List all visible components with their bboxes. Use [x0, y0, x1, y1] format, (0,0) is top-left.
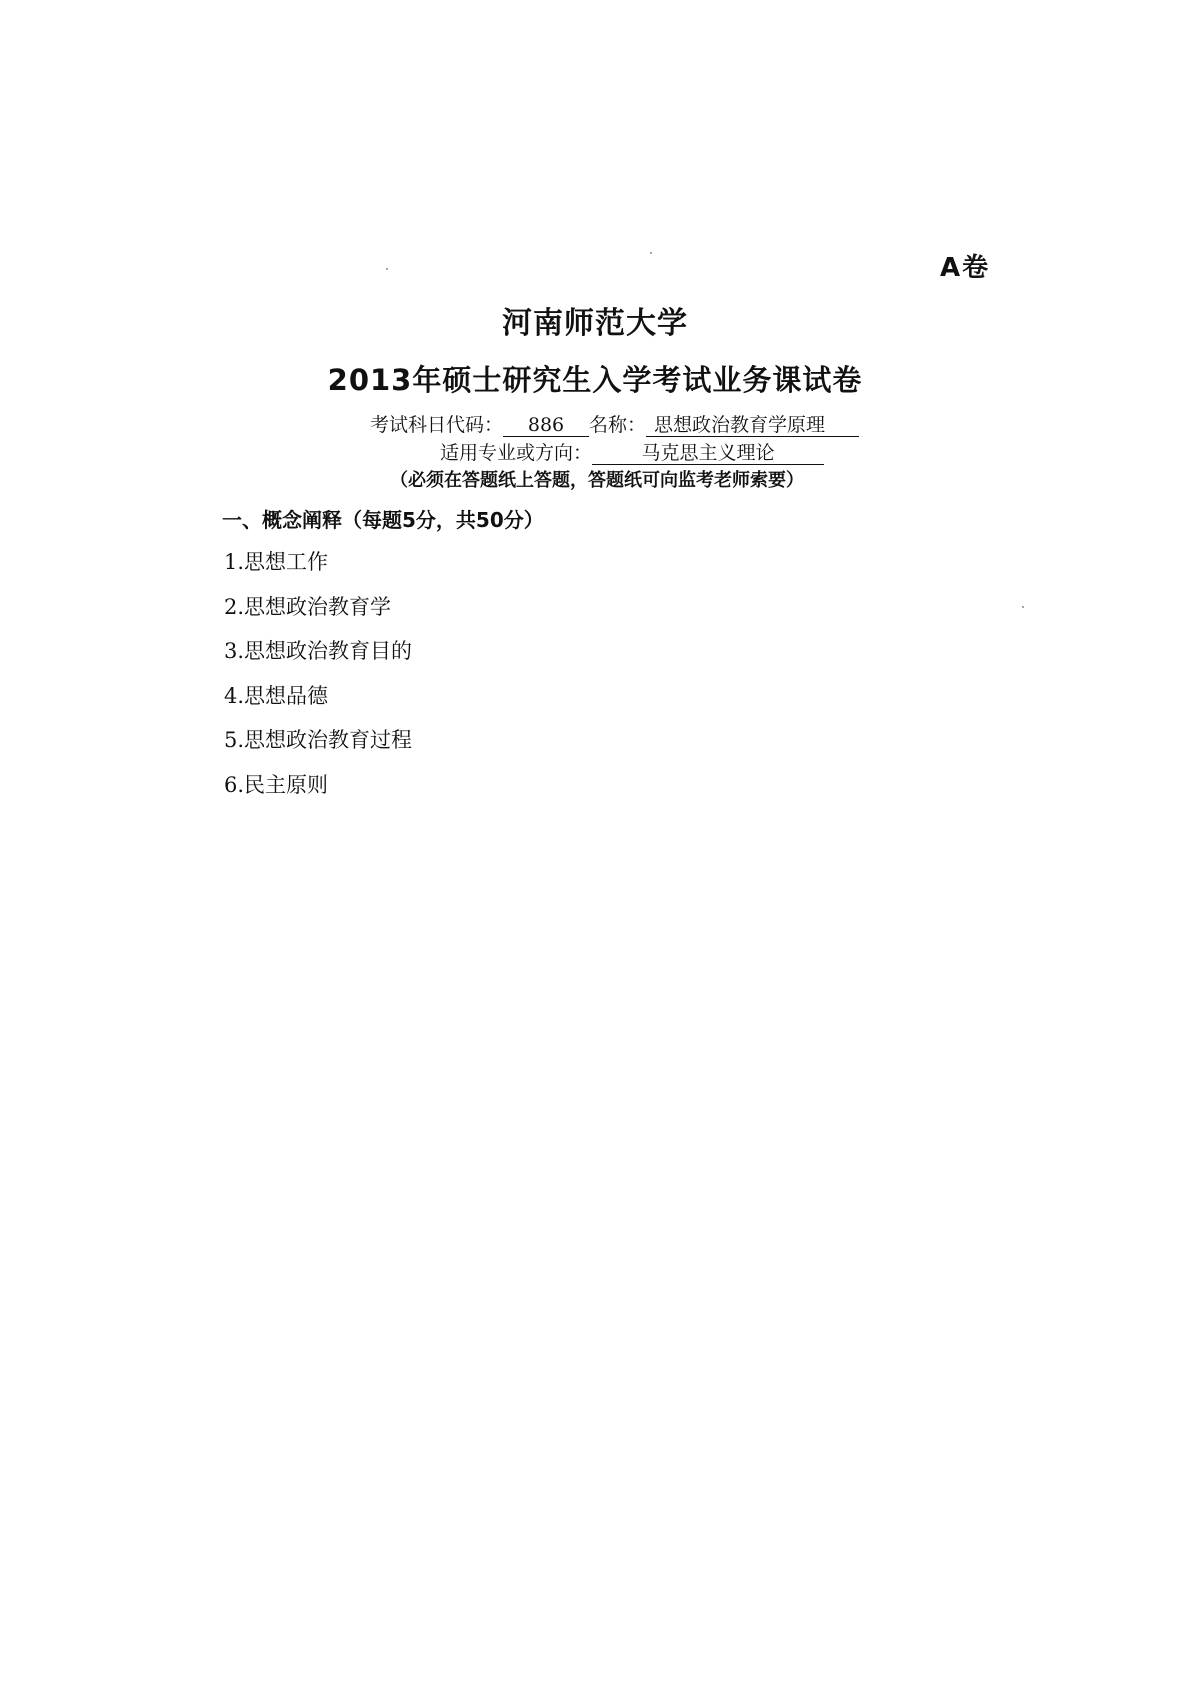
question-item: 1.思想工作: [224, 550, 329, 574]
paper-label: A卷: [940, 253, 991, 283]
question-item: 5.思想政治教育过程: [224, 728, 413, 752]
subject-name: 思想政治教育学原理: [646, 414, 859, 437]
question-item: 6.民主原则: [224, 772, 329, 797]
answer-notice: （必须在答题纸上答题，答题纸可向监考老师索要）: [390, 470, 804, 491]
subject-name-label: 名称：: [589, 414, 647, 436]
subject-code-label: 考试科日代码：: [370, 414, 504, 436]
scan-speck: [1022, 606, 1024, 608]
major-label: 适用专业或方向：: [440, 442, 593, 464]
question-list: [224, 546, 412, 813]
scan-speck: [386, 268, 388, 270]
scan-speck: [650, 252, 652, 254]
subject-code: 886: [503, 414, 589, 437]
university-name: 河南师范大学: [502, 306, 688, 341]
question-item: 2.思想政治教育学: [224, 594, 392, 619]
question-item: 4.思想品德: [224, 683, 329, 708]
question-item: 3.思想政治教育目的: [224, 639, 413, 663]
major-line: [440, 438, 824, 465]
section-heading: 一、概念阐释（每题5分，共50分）: [222, 508, 544, 532]
subject-line: [370, 410, 859, 437]
major-value: 马克思主义理论: [592, 442, 824, 465]
exam-title: 2013年硕士研究生入学考试业务课试卷: [327, 363, 863, 397]
